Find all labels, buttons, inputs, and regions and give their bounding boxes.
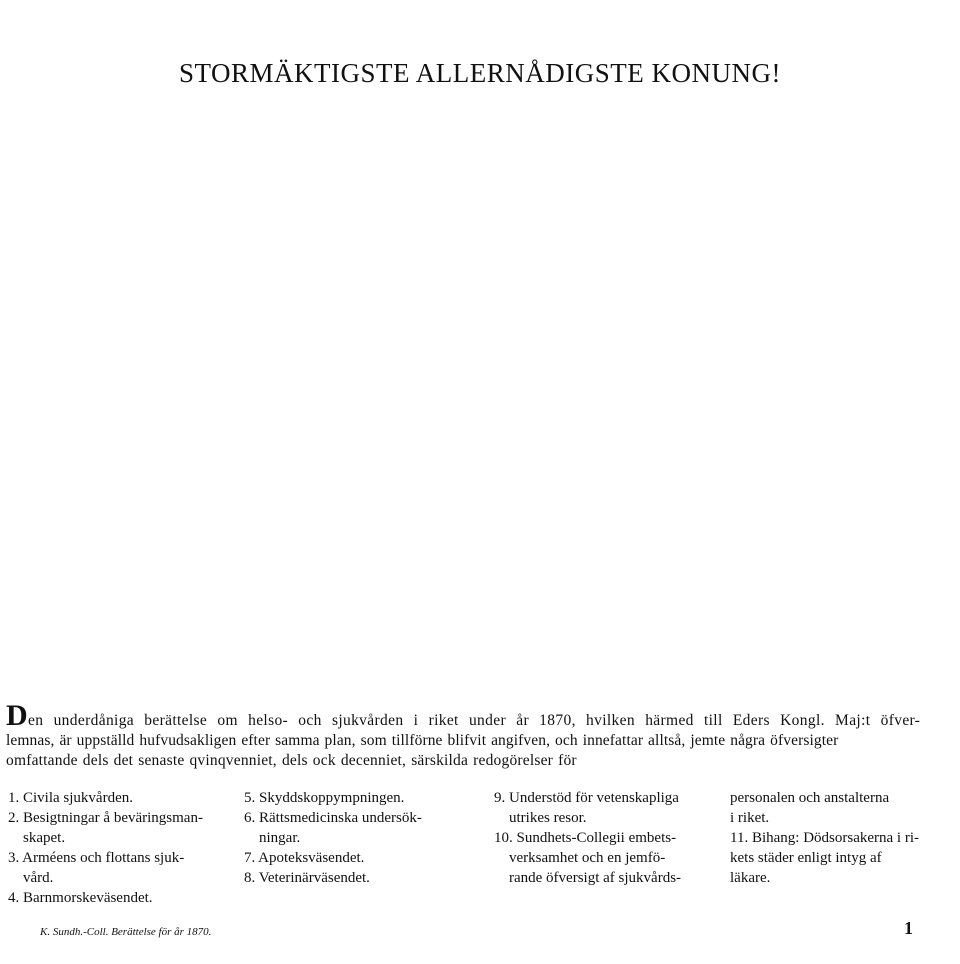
footer-reference: K. Sundh.-Coll. Berättelse för år 1870. [40, 926, 212, 938]
list-column-2 [244, 788, 474, 888]
list-item: kets städer enligt intyg af [730, 850, 882, 866]
page-number: 1 [904, 918, 913, 938]
list-item: vård. [23, 870, 54, 886]
list-column-3 [494, 788, 734, 888]
list-item: 11. Bihang: Dödsorsakerna i ri- [730, 830, 919, 846]
list-item: läkare. [730, 870, 771, 886]
list-item: rande öfversigt af sjukvårds- [509, 870, 682, 886]
list-item: ningar. [259, 830, 301, 846]
list-item: verksamhet och en jemfö- [509, 850, 666, 866]
list-item: skapet. [23, 830, 66, 846]
drop-cap: D [6, 699, 29, 732]
list-item: utrikes resor. [509, 810, 587, 826]
intro-line-1-text: en underdåniga berättelse om helso- och sjukvården i riket under år 1870, hvilken härmed till Eders Kongl. Maj:t öfver- [28, 712, 921, 729]
list-item: i riket. [730, 810, 770, 826]
list-column-4 [730, 788, 954, 888]
intro-line-2: lemnas, är uppställd hufvudsakligen efter samma plan, som tillförne blifvit angifven, och innefattar alltså, jemte några öfversigter [6, 732, 839, 749]
list-item: 9. Understöd för vetenskapliga [494, 790, 679, 806]
list-item: 6. Rättsmedicinska undersök- [244, 810, 422, 826]
list-item: 10. Sundhets-Collegii embets- [494, 830, 677, 846]
list-item: personalen och anstalterna [730, 790, 890, 806]
intro-line-1 [6, 699, 956, 732]
list-item: 8. Veterinärväsendet. [244, 870, 370, 886]
list-item: 3. Arméens och flottans sjuk- [8, 850, 185, 866]
list-item: 2. Besigtningar å beväringsman- [8, 810, 203, 826]
list-column-1 [8, 788, 238, 908]
intro-paragraph [6, 699, 956, 771]
list-item: 4. Barnmorskeväsendet. [8, 890, 153, 906]
page-title: STORMÄKTIGSTE ALLERNÅDIGSTE KONUNG! [179, 58, 781, 88]
intro-line-3: omfattande dels det senaste qvinqvenniet, dels ock decenniet, särskilda redogörelser för [6, 752, 577, 769]
list-item: 5. Skyddskoppympningen. [244, 790, 405, 806]
list-item: 1. Civila sjukvården. [8, 790, 133, 806]
list-item: 7. Apoteksväsendet. [244, 850, 365, 866]
